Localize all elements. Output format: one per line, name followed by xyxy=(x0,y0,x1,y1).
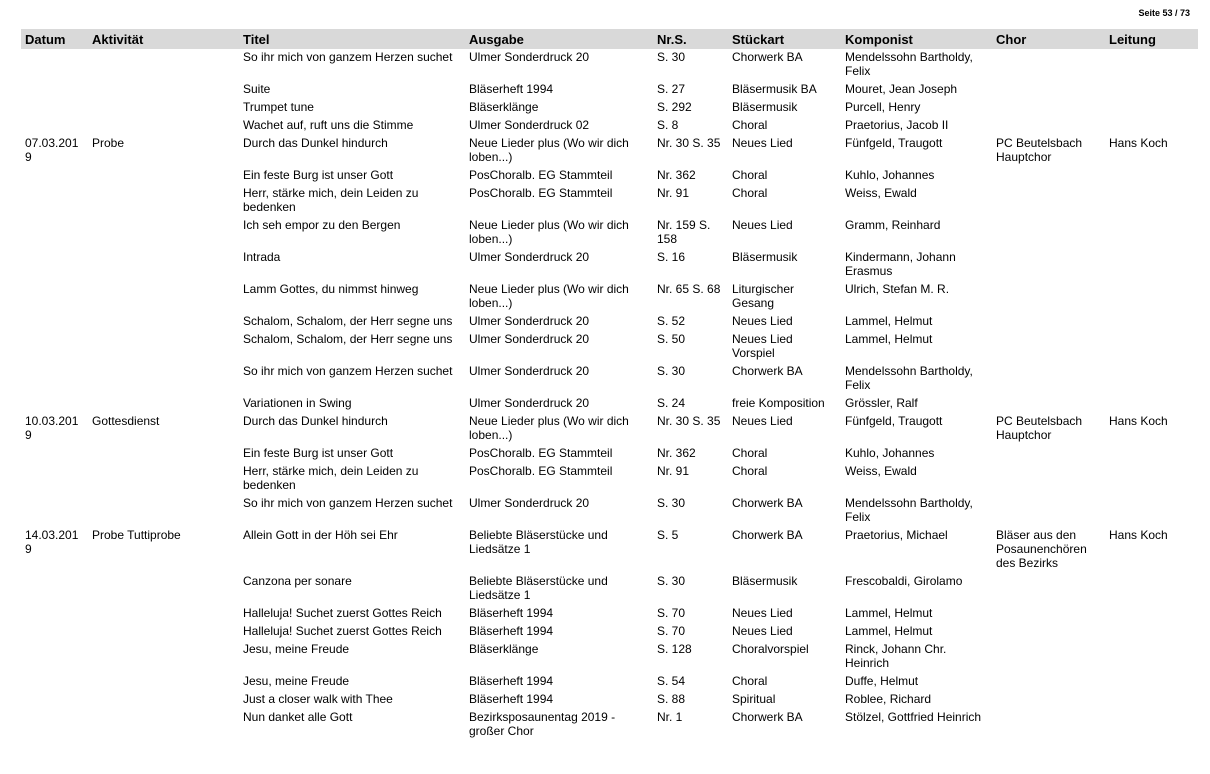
cell-titel: Allein Gott in der Höh sei Ehr xyxy=(243,528,398,542)
cell-leitung xyxy=(1105,710,1198,742)
cell-stueckart: Bläsermusik xyxy=(732,250,798,264)
cell-titel: So ihr mich von ganzem Herzen suchet xyxy=(243,496,453,510)
cell-datum: 14.03.2019 xyxy=(25,528,79,556)
cell-chor xyxy=(992,100,1105,118)
table-row xyxy=(21,464,1198,496)
cell-stueckart: Choral xyxy=(732,186,768,200)
cell-datum xyxy=(21,282,88,314)
header-datum: Datum xyxy=(21,29,88,49)
cell-datum xyxy=(21,100,88,118)
cell-ausgabe: Ulmer Sonderdruck 20 xyxy=(469,364,590,378)
cell-komponist: Kindermann, Johann Erasmus xyxy=(845,250,956,278)
cell-titel: Durch das Dunkel hindurch xyxy=(243,414,388,428)
cell-nr-s: S. 88 xyxy=(657,692,686,706)
cell-komponist: Lammel, Helmut xyxy=(845,606,933,620)
cell-titel: Herr, stärke mich, dein Leiden zu bedenken xyxy=(243,186,419,214)
cell-aktivitaet xyxy=(88,574,239,606)
cell-komponist: Mendelssohn Bartholdy, Felix xyxy=(845,50,973,78)
cell-nr-s: S. 27 xyxy=(657,82,686,96)
cell-aktivitaet xyxy=(88,674,239,692)
cell-nr-s: S. 128 xyxy=(657,642,692,656)
header-komponist: Komponist xyxy=(841,29,992,49)
cell-chor xyxy=(992,332,1105,364)
cell-leitung xyxy=(1105,464,1198,496)
cell-ausgabe: Bläserheft 1994 xyxy=(469,606,554,620)
cell-datum xyxy=(21,606,88,624)
table-row xyxy=(21,574,1198,606)
cell-komponist: Lammel, Helmut xyxy=(845,624,933,638)
header-ausgabe: Ausgabe xyxy=(465,29,653,49)
cell-nr-s: Nr. 91 xyxy=(657,186,690,200)
cell-leitung xyxy=(1105,674,1198,692)
cell-chor xyxy=(992,642,1105,674)
cell-chor xyxy=(992,574,1105,606)
table-row xyxy=(21,642,1198,674)
cell-datum xyxy=(21,168,88,186)
cell-ausgabe: PosChoralb. EG Stammteil xyxy=(469,186,613,200)
cell-titel: Nun danket alle Gott xyxy=(243,710,353,724)
cell-komponist: Kuhlo, Johannes xyxy=(845,446,935,460)
cell-aktivitaet xyxy=(88,49,239,82)
cell-nr-s: Nr. 30 S. 35 xyxy=(657,136,721,150)
cell-komponist: Kuhlo, Johannes xyxy=(845,168,935,182)
cell-komponist: Mendelssohn Bartholdy, Felix xyxy=(845,364,973,392)
cell-komponist: Gramm, Reinhard xyxy=(845,218,941,232)
cell-leitung xyxy=(1105,314,1198,332)
cell-stueckart: Neues Lied xyxy=(732,606,793,620)
cell-datum xyxy=(21,464,88,496)
cell-ausgabe: Bläserklänge xyxy=(469,100,539,114)
cell-leitung xyxy=(1105,186,1198,218)
cell-aktivitaet xyxy=(88,282,239,314)
cell-chor xyxy=(992,496,1105,528)
table-row xyxy=(21,218,1198,250)
cell-titel: So ihr mich von ganzem Herzen suchet xyxy=(243,50,453,64)
cell-titel: Halleluja! Suchet zuerst Gottes Reich xyxy=(243,606,442,620)
cell-ausgabe: Ulmer Sonderdruck 20 xyxy=(469,396,590,410)
cell-stueckart: Neues Lied xyxy=(732,414,793,428)
cell-stueckart: Neues Lied xyxy=(732,136,793,150)
cell-ausgabe: Beliebte Bläserstücke und Liedsätze 1 xyxy=(469,574,608,602)
table-row xyxy=(21,82,1198,100)
cell-aktivitaet xyxy=(88,314,239,332)
cell-stueckart: Choral xyxy=(732,464,768,478)
cell-titel: Halleluja! Suchet zuerst Gottes Reich xyxy=(243,624,442,638)
cell-chor xyxy=(992,624,1105,642)
cell-nr-s: S. 5 xyxy=(657,528,679,542)
cell-datum xyxy=(21,250,88,282)
cell-ausgabe: Ulmer Sonderdruck 20 xyxy=(469,496,590,510)
cell-ausgabe: Neue Lieder plus (Wo wir dich loben...) xyxy=(469,136,629,164)
cell-nr-s: Nr. 65 S. 68 xyxy=(657,282,721,296)
cell-datum xyxy=(21,218,88,250)
cell-chor xyxy=(992,396,1105,414)
cell-stueckart: Neues Lied Vorspiel xyxy=(732,332,793,360)
table-row xyxy=(21,168,1198,186)
cell-datum xyxy=(21,396,88,414)
cell-leitung: Hans Koch xyxy=(1109,414,1168,428)
cell-leitung xyxy=(1105,574,1198,606)
cell-chor: PC Beutelsbach Hauptchor xyxy=(996,136,1083,164)
cell-stueckart: Choralvorspiel xyxy=(732,642,809,656)
table-row xyxy=(21,674,1198,692)
cell-datum xyxy=(21,186,88,218)
cell-aktivitaet xyxy=(88,186,239,218)
cell-stueckart: Bläsermusik BA xyxy=(732,82,817,96)
table-row xyxy=(21,446,1198,464)
cell-komponist: Duffe, Helmut xyxy=(845,674,919,688)
cell-stueckart: freie Komposition xyxy=(732,396,825,410)
cell-titel: Ich seh empor zu den Bergen xyxy=(243,218,401,232)
cell-komponist: Frescobaldi, Girolamo xyxy=(845,574,963,588)
cell-ausgabe: PosChoralb. EG Stammteil xyxy=(469,446,613,460)
cell-nr-s: S. 30 xyxy=(657,364,686,378)
table-row xyxy=(21,314,1198,332)
cell-leitung xyxy=(1105,332,1198,364)
cell-titel: Durch das Dunkel hindurch xyxy=(243,136,388,150)
cell-leitung xyxy=(1105,396,1198,414)
cell-stueckart: Chorwerk BA xyxy=(732,50,803,64)
table-row xyxy=(21,186,1198,218)
cell-nr-s: S. 30 xyxy=(657,50,686,64)
cell-datum xyxy=(21,118,88,136)
cell-leitung xyxy=(1105,496,1198,528)
cell-chor: PC Beutelsbach Hauptchor xyxy=(996,414,1083,442)
cell-leitung xyxy=(1105,118,1198,136)
cell-aktivitaet xyxy=(88,446,239,464)
cell-ausgabe: Ulmer Sonderdruck 02 xyxy=(469,118,590,132)
cell-stueckart: Neues Lied xyxy=(732,314,793,328)
header-leitung: Leitung xyxy=(1105,29,1198,49)
cell-chor: Bläser aus den Posaunenchören des Bezirks xyxy=(996,528,1087,570)
cell-nr-s: S. 52 xyxy=(657,314,686,328)
cell-komponist: Praetorius, Michael xyxy=(845,528,948,542)
cell-titel: Herr, stärke mich, dein Leiden zu bedenken xyxy=(243,464,419,492)
cell-komponist: Ulrich, Stefan M. R. xyxy=(845,282,950,296)
cell-datum xyxy=(21,332,88,364)
cell-datum xyxy=(21,624,88,642)
cell-aktivitaet xyxy=(88,710,239,742)
cell-chor xyxy=(992,464,1105,496)
cell-titel: Ein feste Burg ist unser Gott xyxy=(243,446,394,460)
cell-leitung xyxy=(1105,100,1198,118)
cell-komponist: Grössler, Ralf xyxy=(845,396,918,410)
cell-ausgabe: Neue Lieder plus (Wo wir dich loben...) xyxy=(469,414,629,442)
cell-ausgabe: Bläserklänge xyxy=(469,642,539,656)
page-number: Seite 53 / 73 xyxy=(1138,8,1190,18)
cell-titel: Ein feste Burg ist unser Gott xyxy=(243,168,394,182)
cell-ausgabe: Bläserheft 1994 xyxy=(469,674,554,688)
header-chor: Chor xyxy=(992,29,1105,49)
cell-titel: Jesu, meine Freude xyxy=(243,642,350,656)
cell-nr-s: S. 8 xyxy=(657,118,679,132)
cell-titel: So ihr mich von ganzem Herzen suchet xyxy=(243,364,453,378)
cell-chor xyxy=(992,606,1105,624)
cell-datum xyxy=(21,642,88,674)
cell-leitung xyxy=(1105,49,1198,82)
cell-nr-s: S. 54 xyxy=(657,674,686,688)
table-row xyxy=(21,710,1198,742)
cell-chor xyxy=(992,49,1105,82)
cell-aktivitaet: Gottesdienst xyxy=(92,414,160,428)
cell-leitung xyxy=(1105,168,1198,186)
cell-ausgabe: Bezirksposaunentag 2019 - großer Chor xyxy=(469,710,616,738)
cell-stueckart: Spiritual xyxy=(732,692,776,706)
cell-titel: Trumpet tune xyxy=(243,100,314,114)
cell-stueckart: Bläsermusik xyxy=(732,100,798,114)
cell-nr-s: S. 70 xyxy=(657,606,686,620)
table-header-row xyxy=(21,29,1198,49)
cell-aktivitaet xyxy=(88,396,239,414)
cell-titel: Schalom, Schalom, der Herr segne uns xyxy=(243,314,453,328)
cell-ausgabe: Neue Lieder plus (Wo wir dich loben...) xyxy=(469,218,629,246)
cell-chor xyxy=(992,168,1105,186)
cell-aktivitaet xyxy=(88,100,239,118)
cell-leitung xyxy=(1105,218,1198,250)
cell-stueckart: Neues Lied xyxy=(732,624,793,638)
table-row xyxy=(21,496,1198,528)
cell-chor xyxy=(992,314,1105,332)
cell-aktivitaet xyxy=(88,692,239,710)
cell-ausgabe: PosChoralb. EG Stammteil xyxy=(469,168,613,182)
cell-komponist: Fünfgeld, Traugott xyxy=(845,414,943,428)
cell-stueckart: Liturgischer Gesang xyxy=(732,282,795,310)
cell-datum xyxy=(21,674,88,692)
cell-leitung xyxy=(1105,364,1198,396)
cell-nr-s: S. 70 xyxy=(657,624,686,638)
cell-leitung xyxy=(1105,642,1198,674)
cell-titel: Just a closer walk with Thee xyxy=(243,692,393,706)
table-row xyxy=(21,692,1198,710)
header-titel: Titel xyxy=(239,29,465,49)
cell-ausgabe: Bläserheft 1994 xyxy=(469,624,554,638)
cell-aktivitaet xyxy=(88,250,239,282)
program-table xyxy=(21,29,1198,742)
cell-nr-s: Nr. 362 xyxy=(657,168,696,182)
cell-nr-s: Nr. 362 xyxy=(657,446,696,460)
cell-datum xyxy=(21,82,88,100)
cell-leitung xyxy=(1105,82,1198,100)
cell-aktivitaet: Probe Tuttiprobe xyxy=(92,528,181,542)
cell-datum xyxy=(21,710,88,742)
table-row xyxy=(21,528,1198,574)
cell-nr-s: S. 30 xyxy=(657,496,686,510)
cell-komponist: Praetorius, Jacob II xyxy=(845,118,949,132)
cell-datum xyxy=(21,496,88,528)
table-row xyxy=(21,396,1198,414)
cell-leitung: Hans Koch xyxy=(1109,528,1168,542)
cell-nr-s: S. 16 xyxy=(657,250,686,264)
cell-datum xyxy=(21,364,88,396)
cell-titel: Wachet auf, ruft uns die Stimme xyxy=(243,118,414,132)
cell-nr-s: Nr. 91 xyxy=(657,464,690,478)
cell-chor xyxy=(992,118,1105,136)
cell-datum xyxy=(21,49,88,82)
cell-komponist: Mouret, Jean Joseph xyxy=(845,82,958,96)
table-row xyxy=(21,250,1198,282)
cell-stueckart: Chorwerk BA xyxy=(732,496,803,510)
cell-titel: Schalom, Schalom, der Herr segne uns xyxy=(243,332,453,346)
cell-chor xyxy=(992,674,1105,692)
cell-aktivitaet xyxy=(88,624,239,642)
cell-stueckart: Choral xyxy=(732,118,768,132)
cell-leitung xyxy=(1105,446,1198,464)
cell-stueckart: Choral xyxy=(732,446,768,460)
cell-nr-s: Nr. 30 S. 35 xyxy=(657,414,721,428)
cell-stueckart: Chorwerk BA xyxy=(732,364,803,378)
cell-nr-s: S. 24 xyxy=(657,396,686,410)
cell-leitung: Hans Koch xyxy=(1109,136,1168,150)
cell-datum xyxy=(21,314,88,332)
table-body xyxy=(21,49,1198,742)
cell-titel: Lamm Gottes, du nimmst hinweg xyxy=(243,282,419,296)
cell-stueckart: Bläsermusik xyxy=(732,574,798,588)
header-aktivitaet: Aktivität xyxy=(88,29,239,49)
header-nr-s: Nr.S. xyxy=(653,29,728,49)
cell-ausgabe: Beliebte Bläserstücke und Liedsätze 1 xyxy=(469,528,608,556)
cell-nr-s: S. 50 xyxy=(657,332,686,346)
cell-komponist: Mendelssohn Bartholdy, Felix xyxy=(845,496,973,524)
cell-nr-s: Nr. 159 S. 158 xyxy=(657,218,711,246)
cell-komponist: Fünfgeld, Traugott xyxy=(845,136,943,150)
cell-aktivitaet xyxy=(88,464,239,496)
cell-leitung xyxy=(1105,282,1198,314)
cell-leitung xyxy=(1105,692,1198,710)
header-stueckart: Stückart xyxy=(728,29,841,49)
table-row xyxy=(21,414,1198,446)
cell-titel: Variationen in Swing xyxy=(243,396,352,410)
cell-titel: Suite xyxy=(243,82,271,96)
cell-komponist: Stölzel, Gottfried Heinrich xyxy=(845,710,982,724)
cell-aktivitaet xyxy=(88,496,239,528)
cell-datum xyxy=(21,574,88,606)
cell-titel: Intrada xyxy=(243,250,281,264)
cell-komponist: Lammel, Helmut xyxy=(845,332,933,346)
cell-komponist: Purcell, Henry xyxy=(845,100,921,114)
cell-komponist: Weiss, Ewald xyxy=(845,186,917,200)
cell-stueckart: Chorwerk BA xyxy=(732,528,803,542)
cell-ausgabe: Ulmer Sonderdruck 20 xyxy=(469,314,590,328)
cell-ausgabe: PosChoralb. EG Stammteil xyxy=(469,464,613,478)
cell-nr-s: Nr. 1 xyxy=(657,710,683,724)
cell-ausgabe: Ulmer Sonderdruck 20 xyxy=(469,250,590,264)
cell-chor xyxy=(992,82,1105,100)
table-row xyxy=(21,332,1198,364)
cell-chor xyxy=(992,364,1105,396)
cell-aktivitaet xyxy=(88,642,239,674)
cell-titel: Canzona per sonare xyxy=(243,574,352,588)
cell-leitung xyxy=(1105,250,1198,282)
cell-chor xyxy=(992,282,1105,314)
table-row xyxy=(21,100,1198,118)
cell-chor xyxy=(992,692,1105,710)
table-row xyxy=(21,49,1198,82)
cell-ausgabe: Bläserheft 1994 xyxy=(469,692,554,706)
cell-stueckart: Chorwerk BA xyxy=(732,710,803,724)
cell-komponist: Roblee, Richard xyxy=(845,692,932,706)
cell-leitung xyxy=(1105,606,1198,624)
cell-chor xyxy=(992,250,1105,282)
cell-chor xyxy=(992,446,1105,464)
cell-komponist: Lammel, Helmut xyxy=(845,314,933,328)
cell-stueckart: Choral xyxy=(732,168,768,182)
cell-aktivitaet xyxy=(88,118,239,136)
cell-stueckart: Choral xyxy=(732,674,768,688)
cell-datum: 10.03.2019 xyxy=(25,414,79,442)
table-row xyxy=(21,136,1198,168)
cell-chor xyxy=(992,710,1105,742)
cell-aktivitaet xyxy=(88,332,239,364)
cell-aktivitaet xyxy=(88,82,239,100)
table-row xyxy=(21,624,1198,642)
table-row xyxy=(21,606,1198,624)
cell-aktivitaet xyxy=(88,218,239,250)
cell-datum xyxy=(21,446,88,464)
cell-aktivitaet: Probe xyxy=(92,136,125,150)
cell-aktivitaet xyxy=(88,364,239,396)
cell-ausgabe: Bläserheft 1994 xyxy=(469,82,554,96)
cell-ausgabe: Ulmer Sonderdruck 20 xyxy=(469,332,590,346)
cell-komponist: Weiss, Ewald xyxy=(845,464,917,478)
cell-titel: Jesu, meine Freude xyxy=(243,674,350,688)
table-row xyxy=(21,282,1198,314)
cell-aktivitaet xyxy=(88,606,239,624)
cell-datum: 07.03.2019 xyxy=(25,136,79,164)
cell-stueckart: Neues Lied xyxy=(732,218,793,232)
cell-leitung xyxy=(1105,624,1198,642)
cell-ausgabe: Ulmer Sonderdruck 20 xyxy=(469,50,590,64)
cell-chor xyxy=(992,218,1105,250)
cell-komponist: Rinck, Johann Chr. Heinrich xyxy=(845,642,947,670)
cell-chor xyxy=(992,186,1105,218)
cell-nr-s: S. 30 xyxy=(657,574,686,588)
cell-ausgabe: Neue Lieder plus (Wo wir dich loben...) xyxy=(469,282,629,310)
cell-aktivitaet xyxy=(88,168,239,186)
cell-datum xyxy=(21,692,88,710)
table-row xyxy=(21,364,1198,396)
cell-nr-s: S. 292 xyxy=(657,100,692,114)
table-row xyxy=(21,118,1198,136)
